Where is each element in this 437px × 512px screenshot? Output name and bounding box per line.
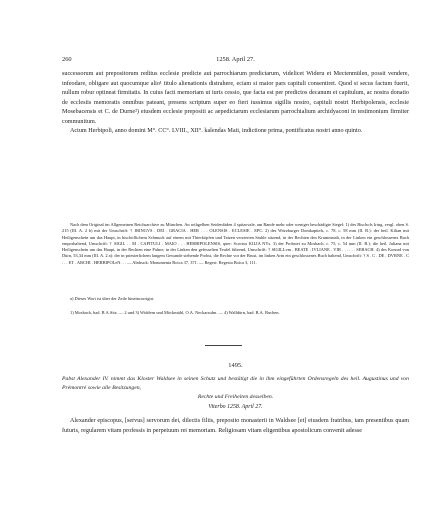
charter-text — [62, 70, 409, 137]
page-number: 260 — [62, 56, 72, 63]
section-divider — [205, 345, 242, 346]
textual-footnote — [62, 296, 409, 302]
bull-paragraph: Alexander episcopus, [servus] servorum dei, dilectis filiis, preposito monasterii in Waldsee [et] eiusdem fratribus, tam presentibus quam futuris, regularem vitam professis in perpetuum rei memoriam. Religiosam vitam eligentibus apostolicum convenit adesse — [62, 418, 409, 434]
place-footnotes — [62, 310, 409, 316]
bull-text — [62, 417, 409, 436]
footnote-a: a) Dieses Wort ist über der Zeile hineincorrigirt. — [70, 296, 155, 301]
archival-notes — [62, 222, 409, 266]
page-header — [62, 56, 409, 66]
document-number: 1495. — [228, 362, 243, 369]
summary-line: Rechte und Freiheiten desselben. — [197, 393, 274, 400]
charter-dating-clause: Actum Herbipoli, anno domini M°. CC°. LVIII., XII°. kalendas Maii, indictione prima, pontificatus nostri anno quinto. — [70, 128, 363, 134]
seal-description: Nach dem Original im Allgemeinen Reichsarchive zu München. An rothgelben Seidenfäden 4 spitzovale, am Rande mehr oder weniger beschädigte Siegel: 1) des Bischofs Iring, vergl. oben S. 215 (III. A. 2 b) mit der Umschrift: † IRINGVS . DEI . GRACIA . HER . . . OLENSIS . ECLESIE . EPC. 2) des Würzburger Domkapitels, c. 78, c. 58 mm (II. B.): der heil. Kilian mit Heiligenschein um das Haupt, in bischöflichem Schmuck auf einem mit Thierköpfen und Tatzen verzierten Stuhle sitzend, in der Rechten den Krummstab, in der Linken ein geschlossenes Buch emporhaltend, Umschrift: † SIGIL . . M . CAPITULI . MAIO . . . HERBIPOLENSIS, quer: Scoctus KILIA NVs. 3) der Probstei zu Mosbach, c. 75, c. 54 mm (II. B.): die heil. Juliana mit Heiligenschein um das Haupt, in der Rechten eine Palme, in der Linken den gefesselten Teufel führend, Umschrift: † SIGILLvm . BEATE . IVLIANE . VIR . . . . . . SEBACH. 4) des Konrad von Dürn, 53,34 mm (III. A. 2 a): der in priesterlichem langem Gewande stehende Probst, die Rechte vor der Brust, im linken Arm ein geschlossenes Buch haltend, Umschrift: † S . C . DE . DVRNE . C . . . ET . ARCHI . HERBIPOLeN. . . — Abdruck: Monumenta Boica 37, 371. — Regest: Regesta Boica 3, 111. — [62, 222, 409, 265]
charter-paragraph: successorum aut prepositorum reditus ecclesie predicte aut parrochiarum predictarum, videlicet Wideru et Mectenmülen, possit vendere, infeodare, obligare aut quocumque alio¹ titulo alienationis distrahere, eciam si maior pars capituli consentiret. Quod si secus factum fuerit, nullum robur optineat firmitatis. In cuius facti memoriam ut iuris cessio, que facta est per predictos decanum et capitulum, ac nostra donatio de ecclesiis memoratis omnibus pateant, presens scriptum super eo fieri iussimus sigillis nostro, capituli nostri Herbipolensis, ecclesie Mosebacensis et C. de Durne²) eiusdem ecclesie prepositi ac aepedictarum ecclesiarum parrochialium archidyaconi in testimonium firmiter communitum. — [62, 71, 409, 125]
footnote-1: 1) Mosbach, bad. B.A.Sitz. — 2 und 3) Widdern und Möckmühl, O.A. Neckarsulm. — 4) Walldürn, bad. B.A. Buchen. — [70, 310, 280, 315]
document-summary — [62, 375, 409, 401]
running-head-date: 1258. April 27. — [216, 56, 255, 63]
summary-line: Pabst Alexander IV. nimmt das Kloster Waldsee in seinen Schutz und bestätigt die in ihm eingeführten Ordensregeln des heil. Augustinus und von Prémontré sowie alle Besitzungen, — [62, 376, 409, 391]
place-and-date: Viterbo 1258. April 27. — [208, 404, 263, 410]
